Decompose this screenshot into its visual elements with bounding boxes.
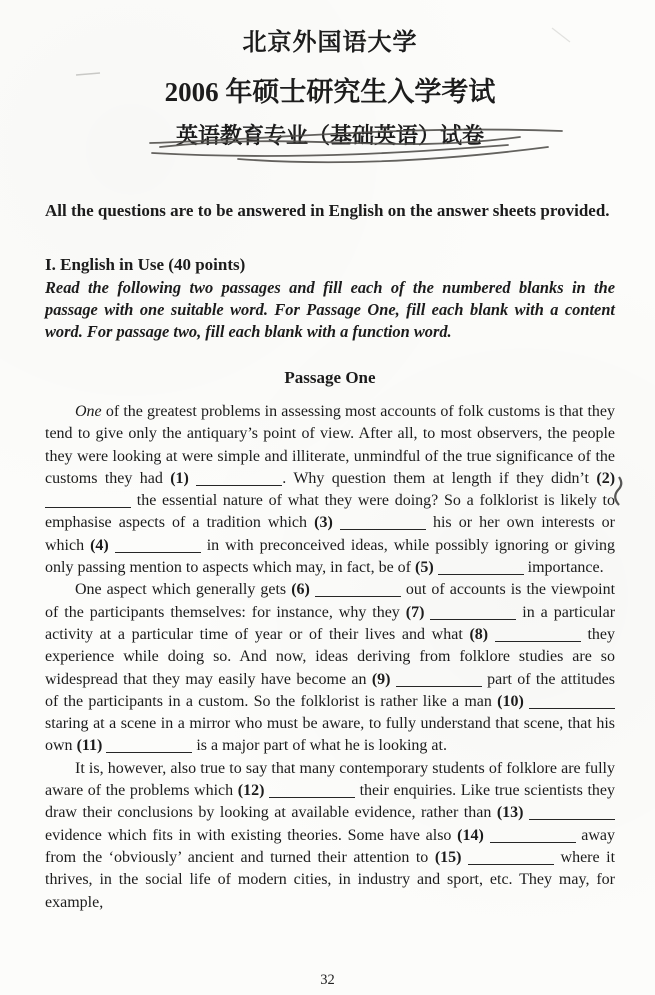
fill-in-blank: [490, 842, 576, 843]
fill-in-blank: [438, 574, 524, 575]
section-heading: I. English in Use (40 points): [45, 255, 246, 274]
fill-in-blank: [495, 641, 581, 642]
blank-number: (5): [415, 559, 434, 577]
fill-in-blank: [269, 797, 355, 798]
blank-number: (12): [237, 782, 265, 800]
passage-heading: Passage One: [284, 368, 376, 387]
blank-number: (8): [469, 625, 489, 643]
fill-in-blank: [430, 619, 516, 620]
scan-artifact-squiggle: [615, 477, 621, 505]
fill-in-blank: [196, 485, 282, 486]
fill-in-blank: [315, 596, 401, 597]
passage-paragraph: One aspect which generally gets (6) out of accounts is the viewpoint of the participants themselves: for instance, why they (7) in a particular activity at a particular time of year or of their lives and what (8) they experience while doing so. And now, ideas deriving from folklore studies are so widespread that they may easily have become an (9) part of the attitudes of the participants in a custom. So the folklorist is rather like a man (10) staring at a scene in a mirror who must be aware, to fully understand that scene, that his own (11) is a major part of what he is looking at.: [45, 581, 616, 755]
fill-in-blank: [115, 552, 201, 553]
fill-in-blank: [106, 752, 192, 753]
subject-title-row: [45, 119, 615, 150]
blank-number: (7): [405, 603, 425, 621]
blank-number: (2): [596, 469, 616, 487]
fill-in-blank: [340, 529, 426, 530]
blank-number: (9): [371, 670, 391, 688]
blank-number: (1): [170, 469, 189, 487]
passage-paragraph: It is, however, also true to say that many contemporary students of folklore are fully aware of the problems which (12) their enquiries. Like true scientists they draw their conclusions by looking at available evidence, rather than (13) evidence which fits in with existing theories. Some have also (14) away from the ‘obviously’ ancient and turned their attention to (15) where it thrives, in the social life of modern cities, in industry and sport, etc. They may, for example,: [45, 759, 616, 911]
answer-notice: All the questions are to be answered in English on the answer sheets provided.: [45, 201, 610, 220]
exam-header: [45, 22, 615, 150]
fill-in-blank: [468, 864, 554, 865]
blank-number: (15): [434, 848, 462, 866]
blank-number: (6): [291, 581, 310, 599]
blank-number: (3): [314, 514, 333, 532]
page-number: 32: [320, 972, 335, 988]
blank-number: (13): [496, 804, 524, 822]
blank-number: (14): [457, 826, 484, 844]
blank-number: (11): [76, 737, 103, 755]
subject-title: 英语教育专业（基础英语）试卷: [175, 123, 484, 148]
fill-in-blank: [529, 819, 615, 820]
passage-paragraph: One of the greatest problems in assessing most accounts of folk customs is that they tend to give only the antiquary’s point of view. After all, to most observers, the people they were looking at were simple and illiterate, unmindful of the true significance of the customs they had (1) . Why question them at length if they didn’t (2) the essential nature of what they were doing? So a folklorist is likely to emphasise aspects of a tradition which (3) his or her own interests or which (4) in with preconceived ideas, while possibly ignoring or giving only passing mention to aspects which may, in fact, be of (5) importance.: [45, 403, 616, 577]
fill-in-blank: [529, 708, 615, 709]
italic-lead-word: One: [75, 403, 102, 420]
fill-in-blank: [45, 507, 131, 508]
blank-number: (4): [90, 536, 109, 554]
university-title: 北京外国语大学: [242, 30, 418, 56]
blank-number: (10): [497, 692, 524, 710]
exam-year-title: 2006 年硕士研究生入学考试: [164, 77, 496, 107]
section-directions: Read the following two passages and fill each of the numbered blanks in the passage with one suitable word. For Passage One, fill each blank with a content word. For passage two, fill each blank with a function word.: [45, 278, 615, 341]
passage-body: [45, 401, 615, 914]
fill-in-blank: [396, 686, 482, 687]
